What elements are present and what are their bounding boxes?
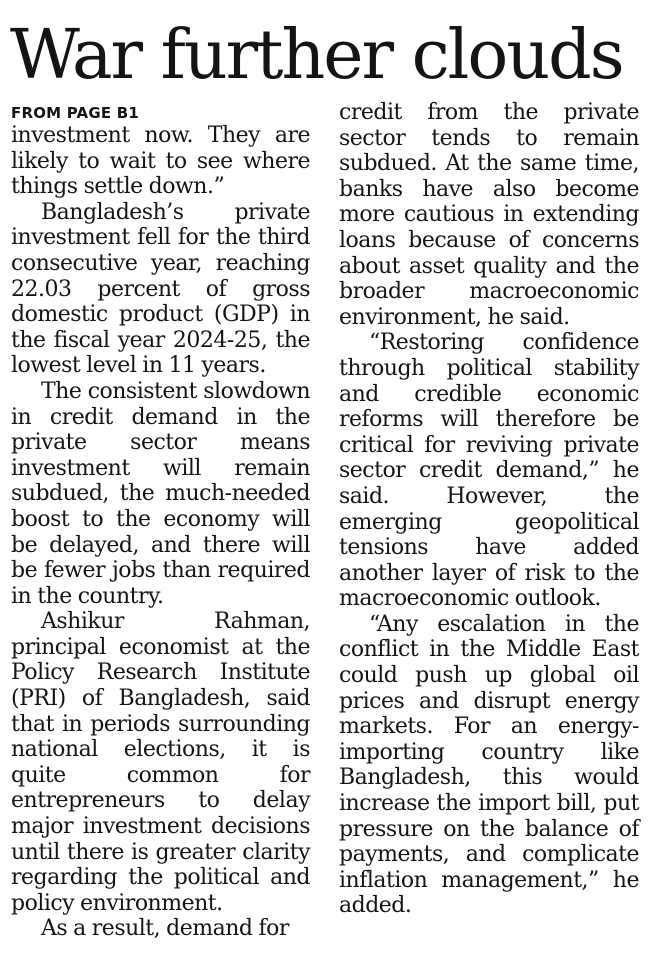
- article-column-right: [339, 100, 639, 919]
- paragraph: As a result, demand for: [41, 916, 289, 942]
- paragraph: The consistent slowdown in credit demand in the private sector means investment will remain subdued, the much-needed boost to the economy will be delayed, and there will be fewer jobs than required in the country.: [11, 378, 310, 609]
- paragraph: investment now. They are likely to wait to see where things settle down.”: [11, 123, 310, 200]
- paragraph: Bangladesh’s private investment fell for the third consecutive year, reaching 22.03 percent of gross domestic product (GDP) in the fiscal year 2024-25, the lowest level in 11 years.: [11, 199, 310, 379]
- paragraph: “Any escalation in the conflict in the Middle East could push up global oil prices and disrupt energy markets. For an energy-importing country like Bangladesh, this would increase the import bill, put pressure on the balance of payments, and complicate inflation management,” he added.: [339, 611, 639, 919]
- article-column-left: [11, 123, 310, 942]
- headline: War further clouds: [10, 16, 623, 95]
- paragraph: Ashikur Rahman, principal economist at the Policy Research Institute (PRI) of Bangladesh, said that in periods surrounding national elections, it is quite common for entrepreneurs to delay major investment decisions until there is greater clarity regarding the political and policy environment.: [11, 609, 310, 916]
- paragraph: credit from the private sector tends to remain subdued. At the same time, banks have also become more cautious in extending loans because of concerns about asset quality and the broader macroeconomic environment, he said.: [339, 100, 639, 330]
- paragraph: “Restoring confidence through political stability and credible economic reforms will therefore be critical for reviving private sector credit demand,” he said. However, the emerging geopolitical tensions have added another layer of risk to the macroeconomic outlook.: [339, 330, 639, 612]
- continuation-label: FROM PAGE B1: [11, 104, 139, 122]
